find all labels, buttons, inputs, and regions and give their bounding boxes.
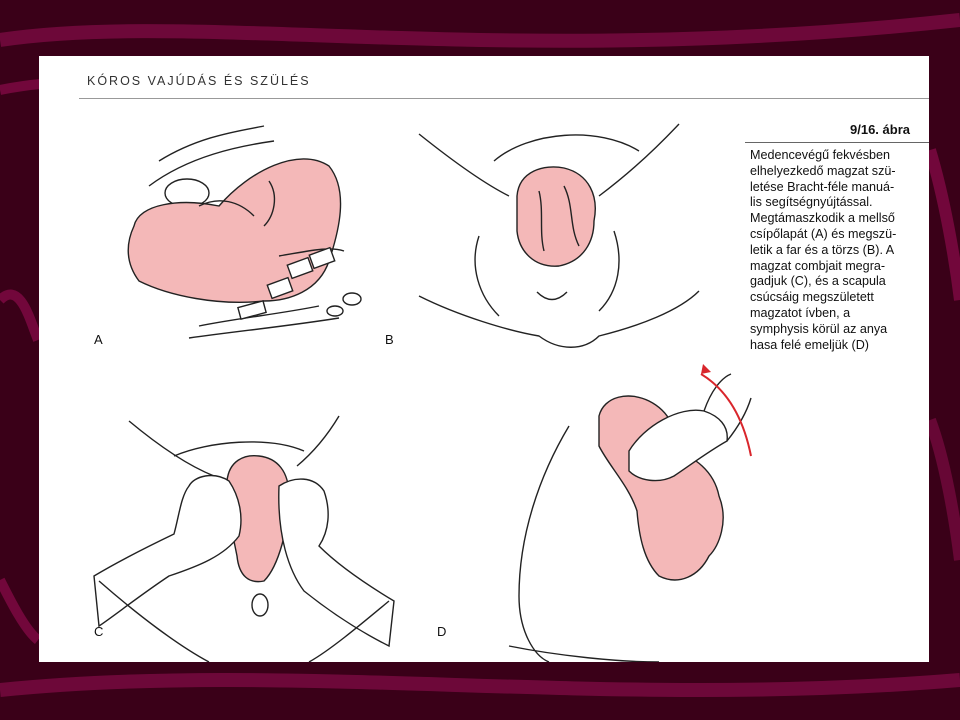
arrow-head xyxy=(701,364,711,374)
caption-line: letése Bracht-féle manuá- xyxy=(750,179,895,194)
figure-caption xyxy=(750,148,926,353)
caption-line: elhelyezkedő magzat szü- xyxy=(750,163,896,178)
caption-divider xyxy=(745,142,929,143)
caption-line: letik a far és a törzs (B). A xyxy=(750,242,895,257)
right-hand-glove xyxy=(279,479,394,646)
caption-line: hasa felé emeljük (D) xyxy=(750,337,869,352)
caption-line: gadjuk (C), és a scapula xyxy=(750,274,886,289)
book-page xyxy=(39,56,929,662)
caption-line: lis segítségnyújtással. xyxy=(750,195,873,210)
panel-label-c: C xyxy=(94,624,104,639)
page-header: KÓROS VAJÚDÁS ÉS SZÜLÉS xyxy=(87,74,311,88)
panel-label-d: D xyxy=(437,624,447,639)
panel-a-drawing xyxy=(128,126,361,338)
fetus-body-a xyxy=(128,159,340,302)
figure-illustration xyxy=(39,56,929,662)
panel-label-a: A xyxy=(94,332,103,347)
caption-line: Medencevégű fekvésben xyxy=(750,148,891,162)
left-hand-glove xyxy=(94,476,241,626)
caption-line: magzatot ívben, a xyxy=(750,305,851,320)
figure-number: 9/16. ábra xyxy=(850,122,910,137)
panel-label-b: B xyxy=(385,332,394,347)
caption-line: csípőlapát (A) és megszü- xyxy=(750,226,897,241)
caption-line: magzat combjait megra- xyxy=(750,258,886,273)
caption-line: symphysis körül az anya xyxy=(750,321,888,336)
caption-line: csúcsáig megszületett xyxy=(750,290,874,305)
panel-c-drawing xyxy=(94,416,394,662)
panel-d-drawing xyxy=(509,364,751,662)
fetus-buttocks-b xyxy=(517,167,595,266)
panel-b-drawing xyxy=(419,124,699,347)
caption-line: Megtámaszkodik a mellső xyxy=(750,211,895,226)
